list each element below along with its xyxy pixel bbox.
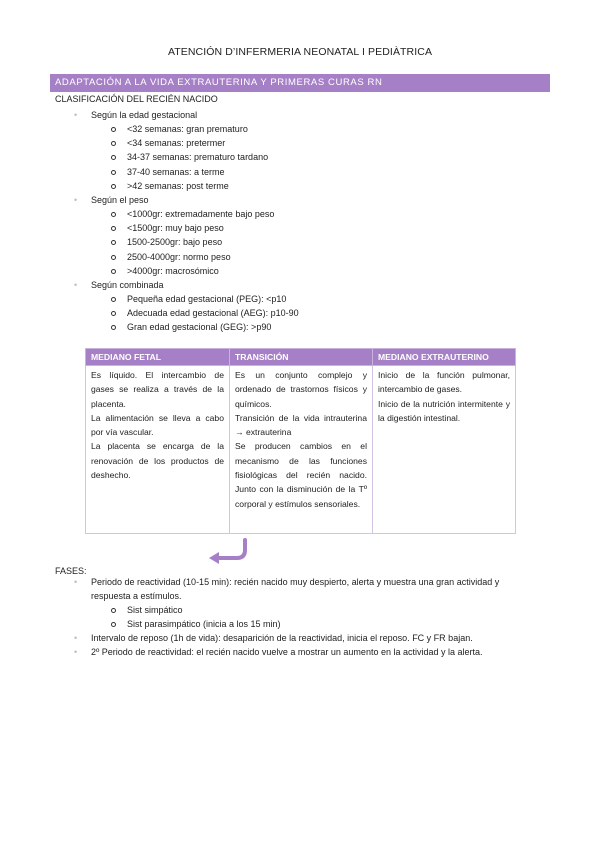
list-item: Adecuada edad gestacional (AEG): p10-90 bbox=[0, 306, 560, 320]
cell-paragraph: Se producen cambios en el mecanismo de las funciones fisiológicas del recién nacido. Junto con la disminución de la Tº corporal y estímulos sensoriales. bbox=[235, 441, 367, 509]
table-row bbox=[86, 366, 516, 534]
list-item-rest: • Intervalo de reposo (1h de vida): desaparición de la reactividad, inicia el reposo. FC y FR bajan. bbox=[0, 631, 560, 645]
classification-list bbox=[0, 108, 560, 334]
phases-list bbox=[0, 575, 560, 659]
list-item: <1500gr: muy bajo peso bbox=[0, 221, 560, 235]
list-item: Sist parasimpático (inicia a los 15 min) bbox=[0, 617, 560, 631]
list-item-reactivity-2: • 2º Periodo de reactividad: el recién nacido vuelve a mostrar un aumento en la actividad y la alerta. bbox=[0, 645, 560, 659]
list-item: <1000gr: extremadamente bajo peso bbox=[0, 207, 560, 221]
list-item: Gran edad gestacional (GEG): >p90 bbox=[0, 320, 560, 334]
section-header: ADAPTACIÓN A LA VIDA EXTRAUTERINA Y PRIMERAS CURAS RN bbox=[50, 74, 550, 92]
column-header-extrauterine: MEDIANO EXTRAUTERINO bbox=[373, 349, 516, 366]
list-item-combined: • Según combinada bbox=[0, 278, 560, 292]
list-item: 34-37 semanas: prematuro tardano bbox=[0, 150, 560, 164]
document-title: ATENCIÓN D’INFERMERIA NEONATAL I PEDIÀTRICA bbox=[167, 46, 433, 58]
phases-heading: FASES: bbox=[55, 566, 87, 576]
list-item-reactivity-1: • Periodo de reactividad (10-15 min): recién nacido muy despierto, alerta y muestra una gran actividad y respuesta a estímulos. bbox=[0, 575, 560, 603]
list-item-weight: • Según el peso bbox=[0, 193, 560, 207]
list-item: 2500-4000gr: normo peso bbox=[0, 250, 560, 264]
cell-paragraph: Inicio de la función pulmonar, intercambio de gases. bbox=[378, 370, 510, 395]
cell-fetal bbox=[86, 366, 230, 534]
cell-transition bbox=[230, 366, 373, 534]
cell-paragraph: La placenta se encarga de la renovación de los productos de deshecho. bbox=[91, 441, 224, 481]
column-header-transition: TRANSICIÓN bbox=[230, 349, 373, 366]
classification-heading: CLASIFICACIÓN DEL RECIÉN NACIDO bbox=[55, 94, 218, 104]
environment-table bbox=[85, 348, 515, 534]
list-item: <34 semanas: pretermer bbox=[0, 136, 560, 150]
list-item: Sist simpático bbox=[0, 603, 560, 617]
list-item: Pequeña edad gestacional (PEG): <p10 bbox=[0, 292, 560, 306]
list-item: 37-40 semanas: a terme bbox=[0, 165, 560, 179]
cell-paragraph: Es un conjunto complejo y ordenado de trastornos físicos y químicos. bbox=[235, 370, 367, 409]
cell-paragraph: La alimentación se lleva a cabo por vía vascular. bbox=[91, 412, 224, 438]
list-item: >42 semanas: post terme bbox=[0, 179, 560, 193]
list-item-gestational: • Según la edad gestacional bbox=[0, 108, 560, 122]
list-item: 1500-2500gr: bajo peso bbox=[0, 235, 560, 249]
cell-paragraph: Es líquido. El intercambio de gases se realiza a través de la placenta. bbox=[91, 370, 224, 409]
list-item: <32 semanas: gran prematuro bbox=[0, 122, 560, 136]
cell-paragraph: Transición de la vida intrauterina → extrauterina bbox=[235, 412, 367, 438]
curved-arrow-icon bbox=[205, 538, 255, 566]
cell-extrauterine bbox=[373, 366, 516, 534]
list-item: >4000gr: macrosómico bbox=[0, 264, 560, 278]
column-header-fetal: MEDIANO FETAL bbox=[86, 349, 230, 366]
cell-paragraph: Inicio de la nutrición intermitente y la digestión intestinal. bbox=[378, 398, 510, 423]
